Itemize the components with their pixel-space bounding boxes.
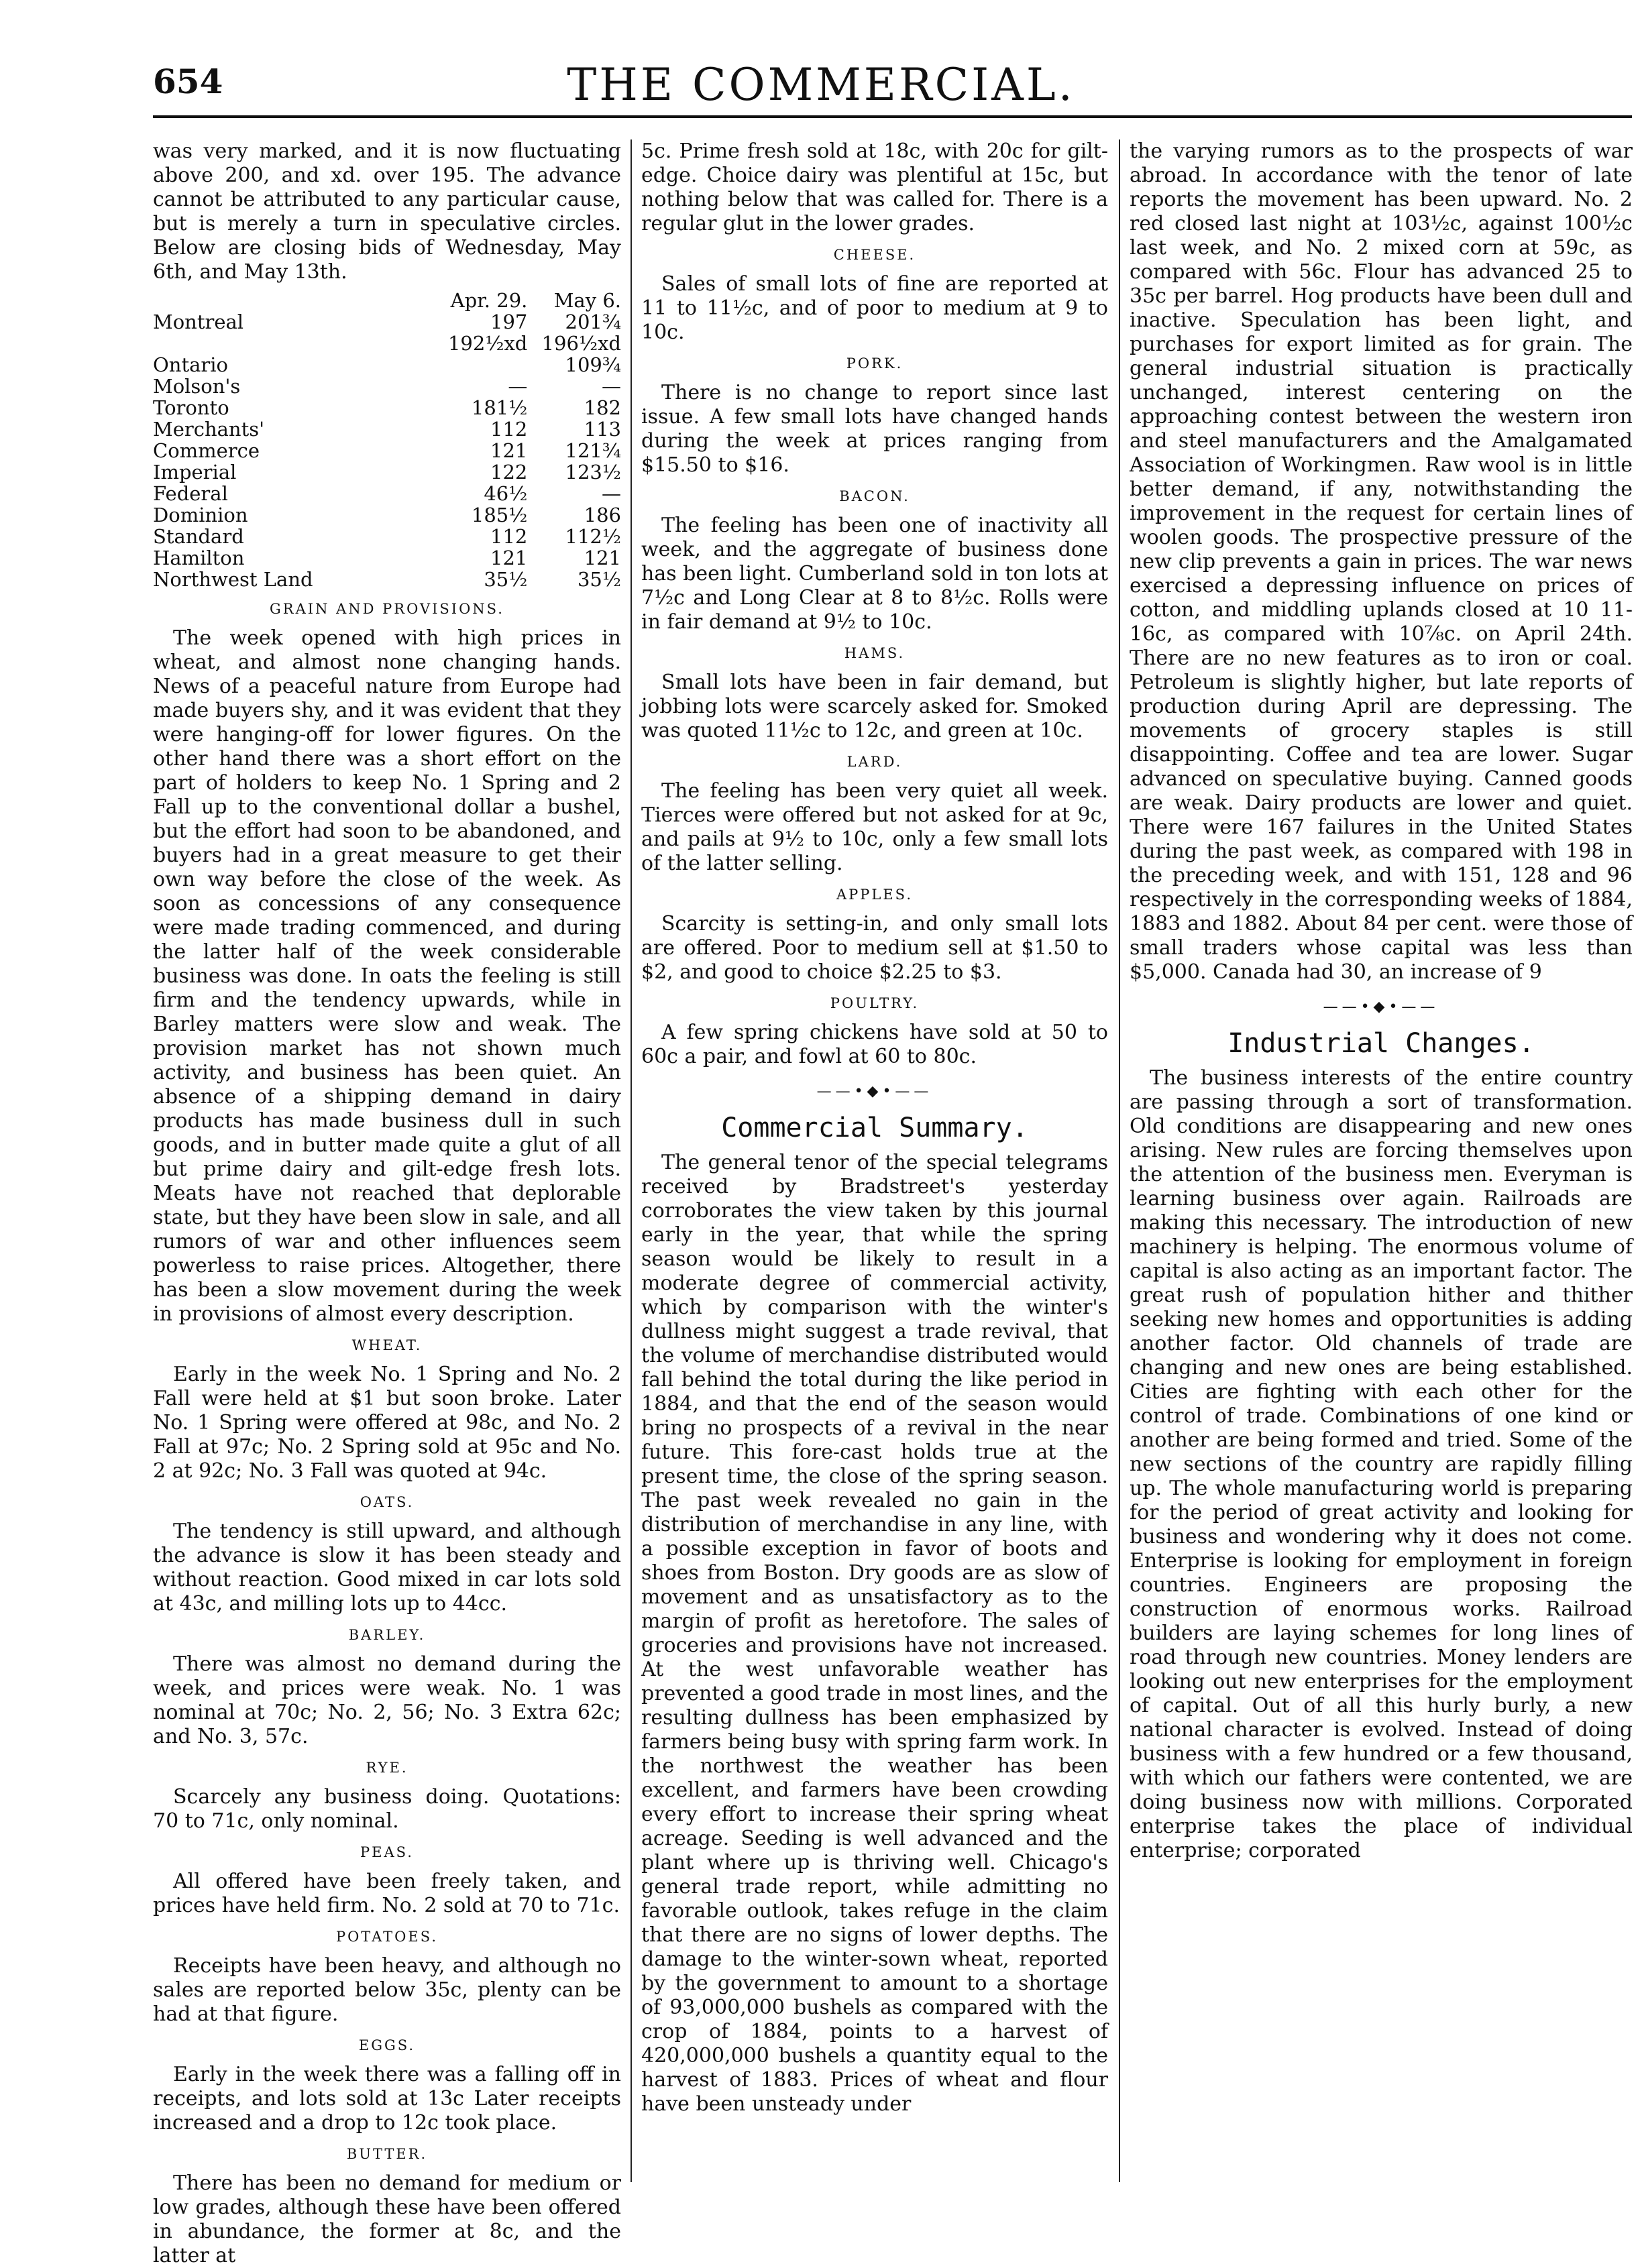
bid-may-6: 113 (584, 418, 621, 441)
commercial-summary-text: The general tenor of the special telegrams received by Bradstreet's yesterday corroborates the view taken by this journal early in the year, that while the spring season would be likely to result in a moderate degree of commercial activity, which by comparison with the winter's dullness might suggest a trade revival, that the volume of merchandise distributed would fall behind the total during the like period in 1884, and that the end of the season would bring no prospects of a revival in the near future. This fore-cast holds true at the present time, the close of the spring season. The past week revealed no gain in the distribution of merchandise in any line, with a possible exception in favor of boots and shoes from Boston. Dry goods are as slow of movement and as unsatisfactory as to the margin of profit as heretofore. The sales of groceries and provisions have not increased. At the west unfavorable weather has prevented a good trade in most lines, and the resulting dullness has been emphasized by farmers being busy with spring farm work. In the northwest the weather has been excellent, and farmers have been crowding every effort to increase their spring wheat acreage. Seeding is well advanced and the plant where up is thriving well. Chicago's general trade report, while admitting no favorable outlook, takes refuge in the claim that there are no signs of lower depths. The damage to the winter-sown wheat, reported by the government to amount to a shortage of 93,000,000 bushels as compared with the crop of 1884, points to a harvest of 420,000,000 bushels a quantity equal to the harvest of 1883. Prices of wheat and flour have been unsteady under (641, 1151, 1108, 2116)
table-row (153, 376, 621, 397)
butter-heading: BUTTER. (346, 2146, 428, 2162)
bid-may-6: 109¾ (565, 353, 621, 376)
bid-apr-29: 46½ (484, 482, 528, 505)
commercial-summary-heading: Commercial Summary. (721, 1113, 1028, 1143)
table-row (153, 333, 621, 354)
bank-name: Hamilton (153, 547, 245, 569)
bid-may-6: 182 (584, 396, 621, 419)
industrial-changes-heading: Industrial Changes. (1227, 1028, 1535, 1059)
bank-name: Montreal (153, 310, 244, 333)
bank-name: Merchants' (153, 418, 265, 441)
bid-may-6: 201¾ (565, 310, 621, 333)
barley-text: There was almost no demand during the week, and prices were weak. No. 1 was nominal at 70c; No. 2, 56; No. 3 Extra 62c; and No. 3, 57c. (153, 1652, 621, 1748)
bid-may-6: 121 (584, 547, 621, 569)
oats-heading: OATS. (360, 1494, 415, 1510)
bid-may-6: 196½xd (541, 332, 621, 355)
bid-apr-29: — (508, 375, 528, 398)
table-row (153, 397, 621, 418)
bank-stocks-intro: was very marked, and it is now fluctuating above 200, and xd. over 195. The advance cannot be attributed to any particular cause, but is merely a turn in speculative circles. Below are closing bids of Wednesday, May 6th, and May 13th. (153, 139, 621, 284)
bank-name: Imperial (153, 461, 237, 484)
table-row (153, 440, 621, 461)
bacon-text: The feeling has been one of inactivity all week, and the aggregate of business done has been light. Cumberland sold in ton lots at 7½c and Long Clear at 8 to 8½c. Rolls were in fair demand at 9½ to 10c. (641, 514, 1108, 634)
bid-apr-29: 192½xd (447, 332, 528, 355)
section-divider-ornament: ——•◆•—— (1323, 999, 1439, 1015)
table-row (153, 483, 621, 504)
table-row (153, 354, 621, 376)
table-row (153, 311, 621, 333)
bid-may-6: 123½ (565, 461, 621, 484)
bank-name: Dominion (153, 504, 248, 526)
table-row (153, 504, 621, 526)
wheat-heading: WHEAT. (351, 1337, 423, 1353)
poultry-text: A few spring chickens have sold at 50 to 60c a pair, and fowl at 60 to 80c. (641, 1021, 1108, 1068)
bank-name: Northwest Land (153, 568, 313, 591)
bid-apr-29: 122 (490, 461, 528, 484)
bid-apr-29: 121 (490, 547, 528, 569)
bid-may-6: — (602, 375, 621, 398)
grain-provisions-text: The week opened with high prices in wheat, and almost none changing hands. News of a peaceful nature from Europe had made buyers shy, and it was evident that they were hanging-off for lower figures. On the other hand there was a short effort on the part of holders to keep No. 1 Spring and 2 Fall up to the conventional dollar a bushel, but the effort had soon to be abandoned, and buyers had in a great measure to get their own way before the close of the week. As soon as concessions of any consequence were made trading commenced, and during the latter half of the week considerable business was done. In oats the feeling is still firm and the tendency upwards, while in Barley matters were slow and weak. The provision market has not shown much activity, and business has been quiet. An absence of a shipping demand in dairy products has made business dull in such goods, and in butter made quite a glut of all but prime dairy and gilt-edge fresh lots. Meats have not reached that deplorable state, but they have been slow in sale, and all rumors of war and other influences seem powerless to raise prices. Altogether, there has been a slow movement during the week in provisions of almost every description. (153, 626, 621, 1326)
cheese-heading: CHEESE. (833, 247, 916, 263)
industrial-changes-text: The business interests of the entire country are passing through a sort of transformation. Old conditions are disappearing and new ones arising. New rules are forcing themselves upon the attention of the business men. Everyman is learning business over again. Railroads are making this necessary. The introduction of new machinery is helping. The enormous volume of capital is also acting as an important factor. The great rush of population hither and thither seeking new homes and opportunities is adding another factor. Old channels of trade are changing and new ones are being established. Cities are fighting with each other for the control of trade. Combinations of one kind or another are being formed and tried. Some of the new sections of the country are rapidly filling up. The whole manufacturing world is preparing for the period of great activity and looking for business and wondering why it does not come. Enterprise is looking for employment in foreign countries. Engineers are proposing the construction of enormous works. Railroad builders are laying schemes for long lines of road through new countries. Money lenders are looking out new enterprises for the employment of capital. Out of all this hurly burly, a new national character is evolved. Instead of doing business with a few hundred or a few thousand, with which our fathers were contented, we are doing business now with millions. Corporated enterprise takes the place of individual enterprise; corporated (1130, 1066, 1633, 1862)
bid-apr-29: 112 (490, 418, 528, 441)
table-row (153, 569, 621, 590)
oats-text: The tendency is still upward, and although the advance is slow it has been steady and without reaction. Good mixed in car lots sold at 43c, and milling lots up to 44cc. (153, 1520, 621, 1615)
column-header-may-6: May 6. (553, 289, 621, 312)
bank-stock-quotes-table (153, 290, 621, 590)
butter-text: There has been no demand for medium or low grades, although these have been offered in abundance, the former at 8c, and the latter at (153, 2171, 621, 2267)
peas-text: All offered have been freely taken, and prices have held firm. No. 2 sold at 70 to 71c. (153, 1870, 621, 1917)
bid-apr-29: 112 (490, 525, 528, 548)
eggs-heading: EGGS. (358, 2037, 416, 2053)
poultry-heading: POULTRY. (830, 995, 920, 1011)
bank-name: Federal (153, 482, 228, 505)
column-3 (1130, 139, 1633, 2182)
table-row (153, 526, 621, 547)
bacon-heading: BACON. (839, 488, 910, 504)
commercial-summary-continued: the varying rumors as to the prospects of war abroad. In accordance with the tenor of late reports the movement has been upward. No. 2 red closed last night at 103½c, against 100½c last week, and No. 2 mixed corn at 59c, as compared with 56c. Flour has advanced 25 to 35c per barrel. Hog products have been dull and inactive. Speculation has been light, and purchases for export limited as for grain. The general industrial situation is practically unchanged, interest centering on the approaching contest between the western iron and steel manufacturers and the Amalgamated Association of Workingmen. Raw wool is in little better demand, if any, notwithstanding the improvement in the request for certain lines of woolen goods. The prospective pressure of the new clip prevents a gain in prices. The war news exercised a depressing influence on prices of cotton, and middling uplands closed at 10 11-16c, as compared with 10⅞c. on April 24th. There are no new features as to iron or coal. Petroleum is slightly higher, but late reports of production during April are depressing. The movements of grocery staples is still disappointing. Coffee and tea are lower. Sugar advanced on speculative buying. Canned goods are weak. Dairy products are lower and quiet. There were 167 failures in the United States during the past week, as compared with 198 in the preceding week, and with 151, 128 and 96 respectively in the corresponding weeks of 1884, 1883 and 1882. About 84 per cent. were those of small traders whose capital was less than $5,000. Canada had 30, an increase of 9 (1130, 139, 1633, 984)
potatoes-text: Receipts have been heavy, and although no sales are reported below 35c, plenty can be had at that figure. (153, 1954, 621, 2026)
header-rule (153, 115, 1632, 118)
apples-text: Scarcity is setting-in, and only small lots are offered. Poor to medium sell at $1.50 to $2, and good to choice $2.25 to $3. (641, 912, 1108, 984)
rye-text: Scarcely any business doing. Quotations: 70 to 71c, only nominal. (153, 1785, 621, 1833)
butter-text-continued: 5c. Prime fresh sold at 18c, with 20c for gilt-edge. Choice dairy was plentiful at 15c, but nothing below that was called for. There is a regular glut in the lower grades. (641, 139, 1108, 235)
bid-may-6: — (602, 482, 621, 505)
column-header-apr-29: Apr. 29. (450, 289, 528, 312)
bank-name: Commerce (153, 439, 260, 462)
hams-text: Small lots have been in fair demand, but jobbing lots were scarcely asked for. Smoked was quoted 11½c to 12c, and green at 10c. (641, 671, 1108, 742)
table-header-row (153, 290, 621, 311)
grain-provisions-heading: GRAIN AND PROVISIONS. (270, 601, 504, 617)
cheese-text: Sales of small lots of fine are reported at 11 to 11½c, and of poor to medium at 9 to 10c. (641, 272, 1108, 344)
column-divider-2 (1119, 139, 1120, 2182)
column-2 (641, 139, 1108, 2182)
eggs-text: Early in the week there was a falling off in receipts, and lots sold at 13c Later receipts increased and a drop to 12c took place. (153, 2063, 621, 2135)
bank-name: Standard (153, 525, 244, 548)
pork-text: There is no change to report since last issue. A few small lots have changed hands during the week at prices ranging from $15.50 to $16. (641, 381, 1108, 477)
section-divider-ornament: ——•◆•—— (816, 1083, 933, 1100)
bank-name: Molson's (153, 375, 241, 398)
table-row (153, 461, 621, 483)
bid-apr-29: 185½ (471, 504, 528, 526)
bid-apr-29: 197 (490, 310, 528, 333)
bid-apr-29 (434, 354, 528, 376)
lard-heading: LARD. (846, 754, 903, 770)
bank-name (153, 333, 378, 354)
barley-heading: BARLEY. (348, 1627, 426, 1643)
pork-heading: PORK. (846, 355, 904, 372)
bid-apr-29: 181½ (471, 396, 528, 419)
table-row (153, 547, 621, 569)
bid-may-6: 112½ (565, 525, 621, 548)
page-header (0, 42, 1642, 122)
apples-heading: APPLES. (836, 887, 913, 903)
hams-heading: HAMS. (844, 645, 906, 661)
bid-may-6: 186 (584, 504, 621, 526)
bank-name: Ontario (153, 353, 228, 376)
wheat-text: Early in the week No. 1 Spring and No. 2 Fall were held at $1 but soon broke. Later No. 1 Spring were offered at 98c, and No. 2 Fall at 97c; No. 2 Spring sold at 95c and No. 2 at 92c; No. 3 Fall was quoted at 94c. (153, 1363, 621, 1483)
bid-may-6: 121¾ (565, 439, 621, 462)
peas-heading: PEAS. (360, 1844, 414, 1860)
masthead-title: THE COMMERCIAL. (567, 59, 1075, 111)
bid-apr-29: 121 (490, 439, 528, 462)
table-row (153, 418, 621, 440)
potatoes-heading: POTATOES. (335, 1929, 439, 1945)
bid-may-6: 35½ (577, 568, 621, 591)
rye-heading: RYE. (366, 1760, 408, 1776)
bank-name: Toronto (153, 396, 229, 419)
bid-apr-29: 35½ (484, 568, 528, 591)
page-number: 654 (153, 62, 223, 101)
column-divider-1 (631, 139, 632, 2182)
column-1 (153, 139, 621, 2267)
lard-text: The feeling has been very quiet all week. Tierces were offered but not asked for at 9c, and pails at 9½ to 10c, only a few small lots of the latter selling. (641, 779, 1108, 875)
